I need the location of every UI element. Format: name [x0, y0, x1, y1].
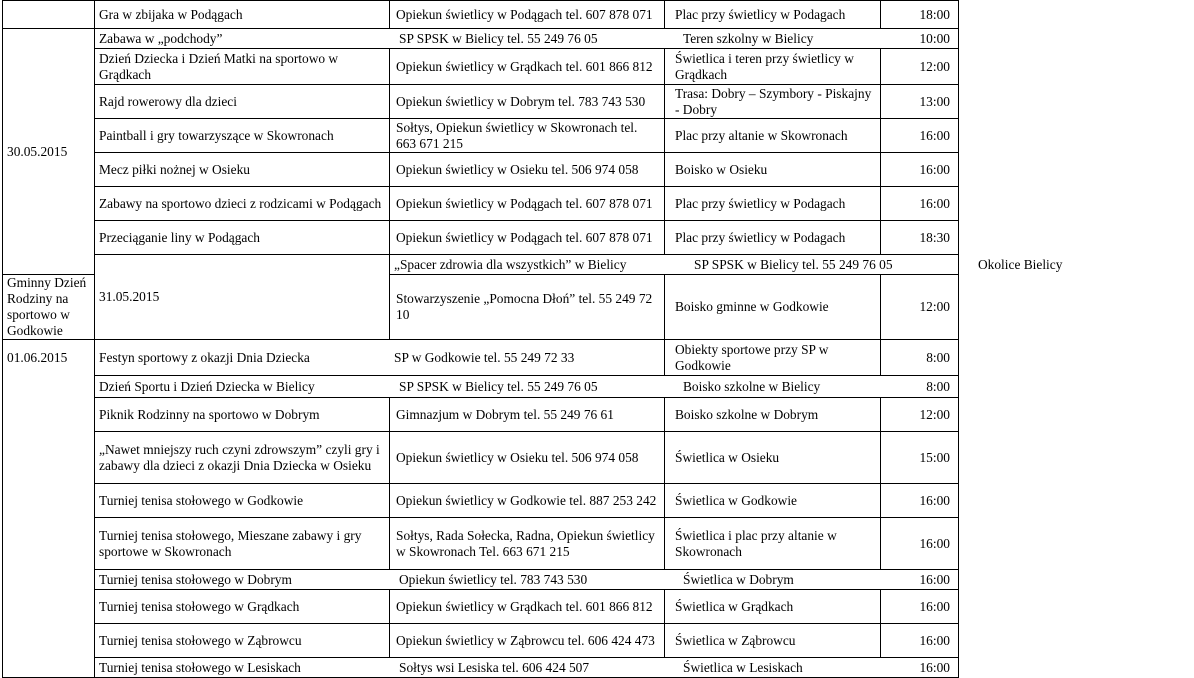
table-row — [3, 255, 959, 275]
event-cell: Turniej tenisa stołowego, Mieszane zabawy i gry sportowe w Skowronach — [95, 518, 390, 570]
event-cell: Rajd rowerowy dla dzieci — [95, 85, 390, 119]
event-cell: Turniej tenisa stołowego w Dobrym — [99, 571, 292, 587]
organizer-cell: Opiekun świetlicy w Ząbrowcu tel. 606 424 473 — [390, 624, 665, 658]
organizer-cell: Opiekun świetlicy w Grądkach tel. 601 866 812 — [390, 49, 665, 85]
date-cell: 31.05.2015 — [95, 255, 390, 340]
place-cell: Okolice Bielicy — [978, 256, 1063, 272]
time-cell: 10:00 — [919, 30, 950, 46]
table-row — [3, 398, 959, 432]
organizer-cell: Sołtys, Rada Sołecka, Radna, Opiekun świetlicy w Skowronach Tel. 663 671 215 — [390, 518, 665, 570]
event-cell: Turniej tenisa stołowego w Grądkach — [95, 590, 390, 624]
time-cell: 16:00 — [919, 571, 950, 587]
event-cell: Zabawa w „podchody” — [99, 30, 223, 46]
time-cell: 16:00 — [881, 518, 959, 570]
event-cell: Piknik Rodzinny na sportowo w Dobrym — [95, 398, 390, 432]
organizer-cell: SP w Godkowie tel. 55 249 72 33 — [394, 349, 575, 365]
time-cell: 16:00 — [919, 659, 950, 675]
event-cell: Turniej tenisa stołowego w Lesiskach — [99, 659, 301, 675]
place-cell: Boisko szkolne w Dobrym — [665, 398, 881, 432]
event-cell: Gra w zbijaka w Podągach — [95, 1, 390, 29]
event-cell: Zabawy na sportowo dzieci z rodzicami w Podągach — [95, 187, 390, 221]
organizer-cell: Opiekun świetlicy w Podągach tel. 607 878 071 — [390, 187, 665, 221]
event-cell: Dzień Dziecka i Dzień Matki na sportowo w Grądkach — [95, 49, 390, 85]
place-cell: Boisko w Osieku — [665, 153, 881, 187]
place-cell: Plac przy świetlicy w Podagach — [665, 1, 881, 29]
place-cell: Świetlica i teren przy świetlicy w Grądkach — [665, 49, 881, 85]
event-cell: „Spacer zdrowia dla wszystkich” w Bielicy — [394, 256, 627, 272]
organizer-cell: Opiekun świetlicy w Osieku tel. 506 974 058 — [390, 432, 665, 484]
time-cell: 16:00 — [881, 624, 959, 658]
table-row — [3, 590, 959, 624]
table-row — [3, 376, 959, 398]
place-cell: Boisko gminne w Godkowie — [665, 275, 881, 340]
time-cell: 16:00 — [881, 187, 959, 221]
organizer-cell: Opiekun świetlicy w Dobrym tel. 783 743 530 — [390, 85, 665, 119]
event-cell: Turniej tenisa stołowego w Ząbrowcu — [95, 624, 390, 658]
table-row — [3, 340, 959, 376]
organizer-cell: Sołtys, Opiekun świetlicy w Skowronach tel. 663 671 215 — [390, 119, 665, 153]
place-cell: Plac przy świetlicy w Podagach — [665, 221, 881, 255]
table-row — [3, 518, 959, 570]
organizer-cell: Stowarzyszenie „Pomocna Dłoń” tel. 55 249 72 10 — [390, 275, 665, 340]
organizer-cell: Opiekun świetlicy w Podągach tel. 607 878 071 — [390, 1, 665, 29]
organizer-cell: Opiekun świetlicy w Godkowie tel. 887 253 242 — [390, 484, 665, 518]
organizer-cell: SP SPSK w Bielicy tel. 55 249 76 05 — [694, 256, 893, 272]
organizer-cell: Opiekun świetlicy w Grądkach tel. 601 866 812 — [390, 590, 665, 624]
place-cell: Świetlica w Dobrym — [683, 571, 794, 587]
table-row — [3, 570, 959, 590]
event-cell: Turniej tenisa stołowego w Godkowie — [95, 484, 390, 518]
organizer-cell: Opiekun świetlicy tel. 783 743 530 — [399, 571, 588, 587]
table-row — [3, 49, 959, 85]
place-cell: Świetlica w Lesiskach — [683, 659, 803, 675]
place-cell: Świetlica w Osieku — [665, 432, 881, 484]
place-cell: Świetlica w Grądkach — [665, 590, 881, 624]
organizer-cell: Opiekun świetlicy w Podągach tel. 607 878 071 — [390, 221, 665, 255]
time-cell: 15:00 — [881, 432, 959, 484]
time-cell: 12:00 — [881, 398, 959, 432]
organizer-cell: SP SPSK w Bielicy tel. 55 249 76 05 — [399, 30, 598, 46]
place-cell: Plac przy świetlicy w Podagach — [665, 187, 881, 221]
event-cell: Dzień Sportu i Dzień Dziecka w Bielicy — [99, 378, 315, 394]
event-cell: Mecz piłki nożnej w Osieku — [95, 153, 390, 187]
place-cell: Obiekty sportowe przy SP w Godkowie — [665, 340, 881, 376]
place-cell: Trasa: Dobry – Szymbory - Piskajny - Dobry — [665, 85, 881, 119]
event-cell: Festyn sportowy z okazji Dnia Dziecka — [99, 349, 310, 365]
table-row — [3, 221, 959, 255]
table-row — [3, 187, 959, 221]
event-cell: Przeciąganie liny w Podągach — [95, 221, 390, 255]
event-cell: Paintball i gry towarzyszące w Skowronach — [95, 119, 390, 153]
event-cell: Gminny Dzień Rodziny na sportowo w Godkowie — [3, 275, 95, 340]
time-cell: 16:00 — [881, 484, 959, 518]
table-row — [3, 119, 959, 153]
table-row — [3, 1, 959, 29]
event-cell: „Nawet mniejszy ruch czyni zdrowszym” czyli gry i zabawy dla dzieci z okazji Dnia Dziecka w Osieku — [95, 432, 390, 484]
date-cell: 30.05.2015 — [3, 29, 95, 275]
date-cell — [3, 1, 95, 29]
table-row — [3, 624, 959, 658]
time-cell: 12:00 — [881, 275, 959, 340]
place-cell: Teren szkolny w Bielicy — [683, 30, 814, 46]
time-cell: 18:00 — [881, 1, 959, 29]
time-cell: 16:00 — [881, 590, 959, 624]
table-row — [3, 29, 959, 49]
time-cell: 16:00 — [881, 153, 959, 187]
place-cell: Plac przy altanie w Skowronach — [665, 119, 881, 153]
table-row — [3, 484, 959, 518]
place-cell: Świetlica w Ząbrowcu — [665, 624, 881, 658]
table-row — [3, 85, 959, 119]
organizer-cell: Sołtys wsi Lesiska tel. 606 424 507 — [399, 659, 590, 675]
time-cell: 13:00 — [881, 85, 959, 119]
time-cell: 16:00 — [881, 119, 959, 153]
organizer-cell: SP SPSK w Bielicy tel. 55 249 76 05 — [399, 378, 598, 394]
time-cell: 12:00 — [881, 49, 959, 85]
time-cell: 8:00 — [926, 378, 950, 394]
place-cell: Boisko szkolne w Bielicy — [683, 378, 821, 394]
date-cell: 01.06.2015 — [3, 340, 95, 678]
table-row — [3, 658, 959, 678]
events-table — [2, 0, 1063, 678]
organizer-cell: Gimnazjum w Dobrym tel. 55 249 76 61 — [390, 398, 665, 432]
table-row — [3, 153, 959, 187]
table-row — [3, 432, 959, 484]
time-cell: 18:30 — [881, 221, 959, 255]
place-cell: Świetlica i plac przy altanie w Skowronach — [665, 518, 881, 570]
place-cell: Świetlica w Godkowie — [665, 484, 881, 518]
organizer-cell: Opiekun świetlicy w Osieku tel. 506 974 058 — [390, 153, 665, 187]
time-cell: 8:00 — [881, 340, 959, 376]
